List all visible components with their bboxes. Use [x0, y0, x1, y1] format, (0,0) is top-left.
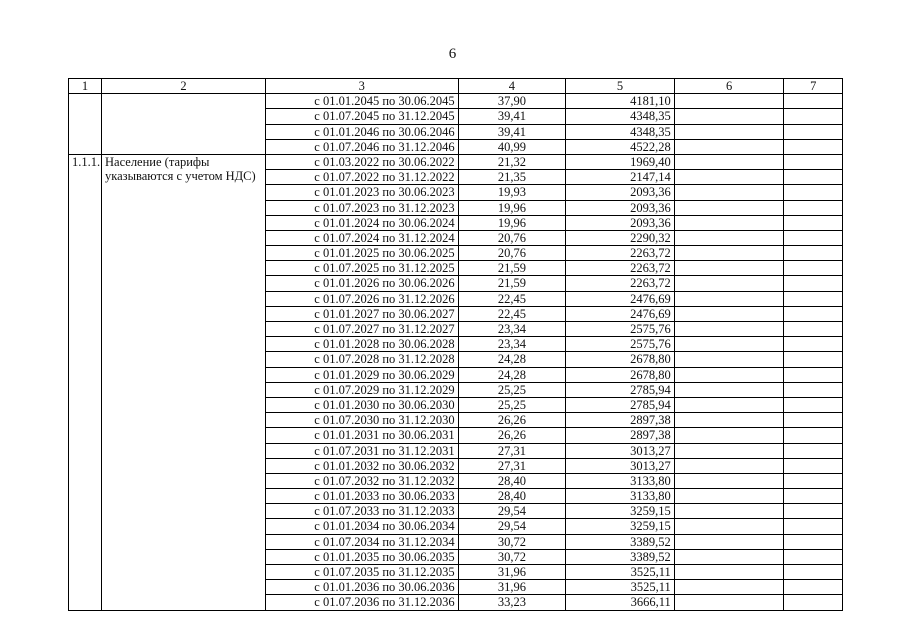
amount-cell: 4348,35: [566, 109, 675, 124]
section-name-line-2: указываются с учетом НДС): [105, 168, 256, 183]
column-6-cell: [674, 261, 784, 276]
column-6-cell: [674, 549, 784, 564]
amount-cell: 3259,15: [566, 504, 675, 519]
rate-cell: 20,76: [458, 230, 566, 245]
column-7-cell: [784, 185, 843, 200]
rate-cell: 27,31: [458, 443, 566, 458]
rate-cell: 21,32: [458, 154, 566, 169]
column-7-cell: [784, 397, 843, 412]
section-number: 1.1.1.: [69, 154, 102, 610]
amount-cell: 2263,72: [566, 276, 675, 291]
column-7-cell: [784, 428, 843, 443]
rate-cell: 26,26: [458, 428, 566, 443]
column-7-cell: [784, 534, 843, 549]
rate-cell: 22,45: [458, 291, 566, 306]
rate-cell: 22,45: [458, 306, 566, 321]
rate-cell: 37,90: [458, 94, 566, 109]
period-cell: с 01.01.2023 по 30.06.2023: [265, 185, 458, 200]
period-cell: с 01.01.2031 по 30.06.2031: [265, 428, 458, 443]
period-cell: с 01.01.2024 по 30.06.2024: [265, 215, 458, 230]
period-cell: с 01.01.2030 по 30.06.2030: [265, 397, 458, 412]
column-7-cell: [784, 580, 843, 595]
table-row: [69, 94, 843, 109]
rate-cell: 31,96: [458, 580, 566, 595]
column-6-cell: [674, 458, 784, 473]
column-7-cell: [784, 109, 843, 124]
column-7-cell: [784, 215, 843, 230]
amount-cell: 3389,52: [566, 549, 675, 564]
period-cell: с 01.07.2045 по 31.12.2045: [265, 109, 458, 124]
column-6-cell: [674, 397, 784, 412]
rate-cell: 23,34: [458, 337, 566, 352]
header-cell-4: 4: [458, 79, 566, 94]
amount-cell: 3013,27: [566, 458, 675, 473]
period-cell: с 01.01.2028 по 30.06.2028: [265, 337, 458, 352]
column-6-cell: [674, 504, 784, 519]
period-cell: с 01.01.2026 по 30.06.2026: [265, 276, 458, 291]
column-7-cell: [784, 261, 843, 276]
period-cell: с 01.07.2027 по 31.12.2027: [265, 322, 458, 337]
column-7-cell: [784, 154, 843, 169]
period-cell: с 01.01.2045 по 30.06.2045: [265, 94, 458, 109]
column-6-cell: [674, 565, 784, 580]
column-6-cell: [674, 322, 784, 337]
period-cell: с 01.07.2026 по 31.12.2026: [265, 291, 458, 306]
column-6-cell: [674, 443, 784, 458]
period-cell: с 01.07.2034 по 31.12.2034: [265, 534, 458, 549]
column-7-cell: [784, 200, 843, 215]
header-cell-5: 5: [566, 79, 675, 94]
rate-cell: 21,59: [458, 261, 566, 276]
rate-cell: 26,26: [458, 413, 566, 428]
column-6-cell: [674, 170, 784, 185]
column-7-cell: [784, 473, 843, 488]
section-name: [102, 154, 266, 610]
period-cell: с 01.07.2035 по 31.12.2035: [265, 565, 458, 580]
column-6-cell: [674, 489, 784, 504]
period-cell: с 01.01.2032 по 30.06.2032: [265, 458, 458, 473]
rate-cell: 31,96: [458, 565, 566, 580]
header-cell-7: 7: [784, 79, 843, 94]
tariff-table-body: [69, 79, 843, 611]
column-6-cell: [674, 230, 784, 245]
period-cell: с 01.07.2036 по 31.12.2036: [265, 595, 458, 610]
number-cell: [69, 94, 102, 155]
table-row: [69, 154, 843, 169]
column-7-cell: [784, 276, 843, 291]
column-6-cell: [674, 139, 784, 154]
rate-cell: 21,59: [458, 276, 566, 291]
column-7-cell: [784, 337, 843, 352]
period-cell: с 01.07.2022 по 31.12.2022: [265, 170, 458, 185]
amount-cell: 2263,72: [566, 261, 675, 276]
column-6-cell: [674, 124, 784, 139]
column-6-cell: [674, 94, 784, 109]
rate-cell: 25,25: [458, 382, 566, 397]
period-cell: с 01.01.2046 по 30.06.2046: [265, 124, 458, 139]
rate-cell: 33,23: [458, 595, 566, 610]
period-cell: с 01.01.2034 по 30.06.2034: [265, 519, 458, 534]
column-7-cell: [784, 504, 843, 519]
rate-cell: 19,96: [458, 200, 566, 215]
amount-cell: 3013,27: [566, 443, 675, 458]
column-7-cell: [784, 306, 843, 321]
column-7-cell: [784, 230, 843, 245]
rate-cell: 24,28: [458, 352, 566, 367]
amount-cell: 2093,36: [566, 185, 675, 200]
period-cell: с 01.07.2033 по 31.12.2033: [265, 504, 458, 519]
period-cell: с 01.07.2025 по 31.12.2025: [265, 261, 458, 276]
column-6-cell: [674, 246, 784, 261]
section-name-line-1: Население (тарифы: [105, 154, 210, 169]
column-6-cell: [674, 595, 784, 610]
column-6-cell: [674, 154, 784, 169]
period-cell: с 01.07.2030 по 31.12.2030: [265, 413, 458, 428]
amount-cell: 2785,94: [566, 382, 675, 397]
rate-cell: 20,76: [458, 246, 566, 261]
amount-cell: 3389,52: [566, 534, 675, 549]
rate-cell: 25,25: [458, 397, 566, 412]
amount-cell: 4522,28: [566, 139, 675, 154]
rate-cell: 39,41: [458, 109, 566, 124]
amount-cell: 4348,35: [566, 124, 675, 139]
amount-cell: 2093,36: [566, 215, 675, 230]
amount-cell: 2147,14: [566, 170, 675, 185]
rate-cell: 23,34: [458, 322, 566, 337]
period-cell: с 01.07.2029 по 31.12.2029: [265, 382, 458, 397]
rate-cell: 28,40: [458, 473, 566, 488]
column-6-cell: [674, 428, 784, 443]
column-6-cell: [674, 306, 784, 321]
period-cell: с 01.01.2036 по 30.06.2036: [265, 580, 458, 595]
name-cell: [102, 94, 266, 155]
period-cell: с 01.07.2046 по 31.12.2046: [265, 139, 458, 154]
rate-cell: 19,93: [458, 185, 566, 200]
amount-cell: 3525,11: [566, 580, 675, 595]
column-6-cell: [674, 185, 784, 200]
amount-cell: 3133,80: [566, 489, 675, 504]
amount-cell: 2575,76: [566, 322, 675, 337]
column-7-cell: [784, 413, 843, 428]
amount-cell: 2897,38: [566, 413, 675, 428]
amount-cell: 3525,11: [566, 565, 675, 580]
amount-cell: 3133,80: [566, 473, 675, 488]
column-6-cell: [674, 109, 784, 124]
column-6-cell: [674, 367, 784, 382]
column-7-cell: [784, 443, 843, 458]
tariff-table: [68, 78, 843, 611]
column-6-cell: [674, 291, 784, 306]
amount-cell: 2093,36: [566, 200, 675, 215]
amount-cell: 3666,11: [566, 595, 675, 610]
column-7-cell: [784, 139, 843, 154]
column-7-cell: [784, 458, 843, 473]
header-row: [69, 79, 843, 94]
column-6-cell: [674, 382, 784, 397]
column-6-cell: [674, 519, 784, 534]
amount-cell: 2476,69: [566, 291, 675, 306]
rate-cell: 21,35: [458, 170, 566, 185]
column-7-cell: [784, 565, 843, 580]
rate-cell: 29,54: [458, 519, 566, 534]
column-6-cell: [674, 413, 784, 428]
column-6-cell: [674, 473, 784, 488]
amount-cell: 3259,15: [566, 519, 675, 534]
column-7-cell: [784, 382, 843, 397]
header-cell-1: 1: [69, 79, 102, 94]
column-7-cell: [784, 291, 843, 306]
period-cell: с 01.07.2028 по 31.12.2028: [265, 352, 458, 367]
column-7-cell: [784, 170, 843, 185]
column-7-cell: [784, 352, 843, 367]
rate-cell: 29,54: [458, 504, 566, 519]
rate-cell: 28,40: [458, 489, 566, 504]
amount-cell: 2897,38: [566, 428, 675, 443]
column-7-cell: [784, 246, 843, 261]
amount-cell: 2476,69: [566, 306, 675, 321]
amount-cell: 2575,76: [566, 337, 675, 352]
header-cell-6: 6: [674, 79, 784, 94]
rate-cell: 30,72: [458, 549, 566, 564]
column-7-cell: [784, 595, 843, 610]
column-7-cell: [784, 549, 843, 564]
amount-cell: 2785,94: [566, 397, 675, 412]
column-7-cell: [784, 519, 843, 534]
period-cell: с 01.07.2023 по 31.12.2023: [265, 200, 458, 215]
column-6-cell: [674, 580, 784, 595]
column-6-cell: [674, 200, 784, 215]
column-7-cell: [784, 124, 843, 139]
amount-cell: 2263,72: [566, 246, 675, 261]
period-cell: с 01.01.2029 по 30.06.2029: [265, 367, 458, 382]
rate-cell: 24,28: [458, 367, 566, 382]
amount-cell: 1969,40: [566, 154, 675, 169]
column-7-cell: [784, 94, 843, 109]
rate-cell: 40,99: [458, 139, 566, 154]
period-cell: с 01.01.2035 по 30.06.2035: [265, 549, 458, 564]
header-cell-3: 3: [265, 79, 458, 94]
column-7-cell: [784, 367, 843, 382]
period-cell: с 01.01.2033 по 30.06.2033: [265, 489, 458, 504]
period-cell: с 01.01.2027 по 30.06.2027: [265, 306, 458, 321]
amount-cell: 2290,32: [566, 230, 675, 245]
column-7-cell: [784, 322, 843, 337]
amount-cell: 2678,80: [566, 352, 675, 367]
column-6-cell: [674, 352, 784, 367]
header-cell-2: 2: [102, 79, 266, 94]
rate-cell: 27,31: [458, 458, 566, 473]
column-6-cell: [674, 534, 784, 549]
rate-cell: 39,41: [458, 124, 566, 139]
period-cell: с 01.07.2024 по 31.12.2024: [265, 230, 458, 245]
period-cell: с 01.07.2032 по 31.12.2032: [265, 473, 458, 488]
column-6-cell: [674, 215, 784, 230]
rate-cell: 19,96: [458, 215, 566, 230]
amount-cell: 4181,10: [566, 94, 675, 109]
amount-cell: 2678,80: [566, 367, 675, 382]
column-6-cell: [674, 337, 784, 352]
column-6-cell: [674, 276, 784, 291]
column-7-cell: [784, 489, 843, 504]
page-number: 6: [448, 46, 457, 62]
rate-cell: 30,72: [458, 534, 566, 549]
period-cell: с 01.01.2025 по 30.06.2025: [265, 246, 458, 261]
period-cell: с 01.07.2031 по 31.12.2031: [265, 443, 458, 458]
period-cell: с 01.03.2022 по 30.06.2022: [265, 154, 458, 169]
